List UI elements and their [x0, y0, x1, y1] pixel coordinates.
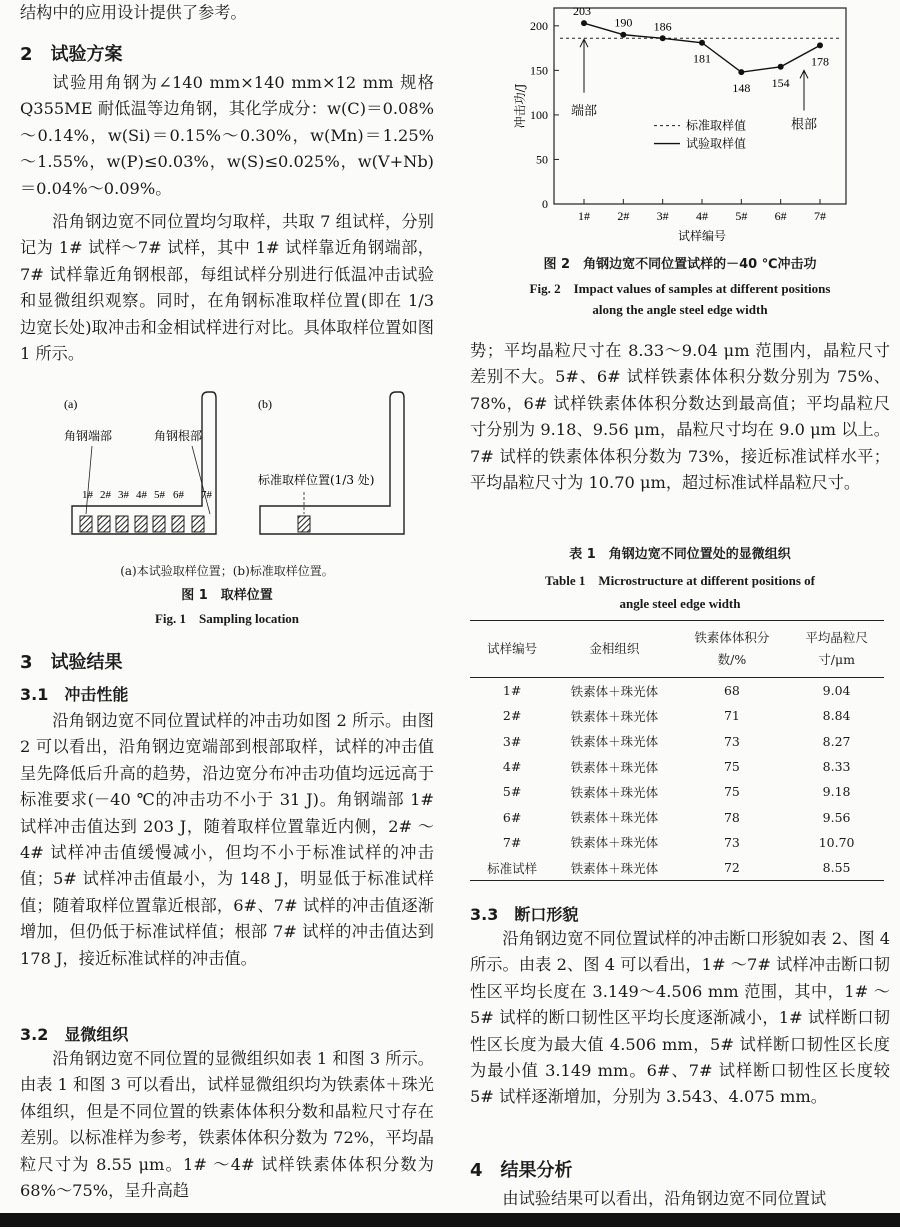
data-point: [778, 64, 784, 70]
root-label: 角钢根部: [154, 429, 203, 443]
table-cell: 68: [723, 683, 740, 699]
y-tick-label: 150: [530, 63, 548, 78]
data-label: 186: [653, 19, 672, 34]
data-label: 178: [811, 54, 829, 69]
table-header: 试样编号: [487, 641, 538, 656]
x-tick-label: 1#: [578, 209, 590, 223]
end-leader-line: [86, 446, 92, 514]
table-cell: 8.33: [822, 759, 851, 775]
table-1-caption-en-1: Table 1 Microstructure at different positions of: [545, 573, 815, 588]
table-header: 铁素体体积分数/%: [694, 630, 770, 667]
table-cell: 1#: [502, 683, 522, 699]
sample-block: [98, 516, 110, 532]
sample-block: [172, 516, 184, 532]
root-leader-line: [192, 446, 210, 514]
table-cell: 73: [723, 834, 740, 850]
sample-label: 1#: [82, 489, 93, 501]
data-label: 203: [573, 4, 591, 19]
paragraph-intro-end: 结构中的应用设计提供了参考。: [20, 3, 247, 22]
x-tick-label: 2#: [617, 209, 630, 223]
table-row: [470, 779, 884, 804]
end-label: 角钢端部: [64, 429, 113, 443]
table-row: [470, 855, 884, 881]
sample-label: 3#: [118, 489, 129, 501]
figure-2-chart: [510, 0, 870, 248]
figure-1-caption-cn: 图 1 取样位置: [181, 588, 273, 603]
table-row: [470, 678, 884, 704]
data-label: 181: [693, 51, 711, 66]
table-cell: 标准试样: [487, 860, 538, 876]
figure-2-caption-en-1: Fig. 2 Impact values of samples at different positions: [529, 281, 831, 296]
x-tick-label: 4#: [696, 209, 708, 223]
x-axis-label: 试样编号: [677, 229, 727, 243]
table-cell: 铁素体＋珠光体: [570, 683, 659, 699]
section-3-3-heading: 3.3 断口形貌: [470, 905, 579, 924]
table-cell: 铁素体＋珠光体: [570, 835, 659, 851]
data-point: [699, 40, 705, 46]
table-cell: 铁素体＋珠光体: [570, 810, 659, 826]
figure-1-subcaption: (a)本试验取样位置；(b)标准取样位置。: [120, 564, 334, 578]
section-3-heading: 3 试验结果: [20, 652, 123, 673]
table-cell: 75: [723, 784, 740, 800]
table-cell: 铁素体＋珠光体: [570, 708, 659, 724]
section-3-2-heading: 3.2 显微组织: [20, 1025, 129, 1044]
table-cell: 9.04: [822, 683, 851, 699]
table-row: [470, 830, 884, 855]
table-row: [470, 804, 884, 829]
legend-std-label: 标准取样值: [686, 118, 747, 133]
table-row: [470, 703, 884, 728]
table-header: 金相组织: [589, 641, 640, 656]
table-1-caption-en-2: angle steel edge width: [619, 596, 741, 611]
y-tick-label: 50: [536, 152, 548, 167]
figure-2-caption-en-2: along the angle steel edge width: [592, 302, 768, 317]
data-point: [738, 69, 744, 75]
figure-1-diagram: [60, 388, 410, 558]
x-tick-label: 3#: [656, 209, 669, 223]
paragraph-fracture: 沿角钢边宽不同位置试样的冲击断口形貌如表 2、图 4 所示。由表 2、图 4 可以看出，1# ～7# 试样冲击断口韧性区平均长度在 3.149～4.506 mm 范围，其中，1# ～5# 试样的断口韧性区平均长度逐渐减小，1# 试样断口韧性区长度为最大值 4.506 mm，5# 试样断口韧性区长度为最小值 3.149 mm。6#、7# 试样断口韧性区长度较 5# 试样逐渐增加，分别为 3.543、4.075 mm。: [470, 929, 890, 1107]
table-cell: 铁素体＋珠光体: [570, 734, 659, 750]
standard-sample-block: [298, 516, 310, 532]
paragraph-microstructure-cont: 势；平均晶粒尺寸在 8.33～9.04 μm 范围内，晶粒尺寸差别不大。5#、6# 试样铁素体体积分数分别为 75%、78%，6# 试样铁素体体积分数达到最高值；平均晶粒尺寸分别为 9.18、9.56 μm，晶粒尺寸均在 9.0 μm 以上。7# 试样的铁素体体积分数为 73%，接近标准试样水平；平均晶粒尺寸为 10.70 μm，超过标准试样晶粒尺寸。: [470, 341, 890, 493]
y-tick-label: 0: [542, 197, 548, 211]
table-1: [470, 620, 884, 881]
table-cell: 8.84: [822, 708, 851, 724]
table-cell: 铁素体＋珠光体: [570, 759, 659, 775]
table-cell: 8.55: [822, 860, 851, 876]
sample-label: 2#: [100, 489, 111, 501]
plot-frame: [554, 8, 846, 204]
table-1-caption-cn: 表 1 角钢边宽不同位置处的显微组织: [569, 547, 791, 562]
end-annotation: 端部: [570, 103, 598, 119]
table-cell: 9.56: [822, 809, 851, 825]
data-label: 154: [771, 75, 790, 90]
table-cell: 75: [723, 759, 740, 775]
sample-label: 4#: [136, 489, 147, 501]
paragraph-sampling: 沿角钢边宽不同位置均匀取样，共取 7 组试样，分别记为 1# 试样～7# 试样，其中 1# 试样靠近角钢端部，7# 试样靠近角钢根部，每组试样分别进行低温冲击试验和显微组织观察。同时，在角钢标准取样位置(即在 1/3 边宽长处)取冲击和金相试样进行对比。具体取样位置如图 1 所示。: [20, 212, 434, 364]
sample-label: 7#: [201, 489, 212, 501]
table-header: 平均晶粒尺寸/μm: [805, 630, 868, 667]
table-cell: 5#: [502, 784, 522, 800]
table-cell: 72: [723, 860, 740, 876]
x-tick-label: 5#: [735, 209, 748, 223]
data-point: [660, 35, 666, 41]
figure-2-caption-cn: 图 2 角钢边宽不同位置试样的－40 ℃冲击功: [543, 257, 817, 272]
table-cell: 71: [723, 708, 740, 724]
table-cell: 3#: [502, 733, 522, 749]
fig1-label-a: (a): [64, 397, 78, 411]
paragraph-material: 试验用角钢为∠140 mm×140 mm×12 mm 规格 Q355ME 耐低温等边角钢，其化学成分：w(C)＝0.08%～0.14%，w(Si)＝0.15%～0.30%，w(Mn)＝1.25%～1.55%，w(P)≤0.03%，w(S)≤0.025%，w(V+Nb)＝0.04%～0.09%。: [20, 73, 434, 198]
figure-1-caption-en: Fig. 1 Sampling location: [154, 611, 300, 626]
sample-number-labels: [82, 489, 213, 501]
table-cell: 9.18: [822, 784, 851, 800]
sample-label: 6#: [173, 489, 184, 501]
root-annotation: 根部: [790, 117, 818, 133]
sample-block: [192, 516, 204, 532]
sample-label: 5#: [154, 489, 165, 501]
paragraph-analysis: 由试验结果可以看出，沿角钢边宽不同位置试: [502, 1189, 827, 1208]
legend-test-label: 试验取样值: [686, 136, 747, 151]
page-bottom-bar: [0, 1213, 900, 1227]
table-cell: 8.27: [822, 733, 851, 749]
fig1-label-b: (b): [258, 397, 272, 411]
table-cell: 10.70: [818, 834, 855, 850]
data-point: [817, 42, 823, 48]
data-point: [581, 20, 587, 26]
sample-block: [80, 516, 92, 532]
sample-blocks: [80, 516, 204, 532]
table-row: [470, 754, 884, 779]
table-cell: 2#: [502, 708, 522, 724]
table-row: [470, 729, 884, 754]
sample-block: [153, 516, 165, 532]
table-cell: 铁素体＋珠光体: [570, 784, 659, 800]
table-cell: 78: [723, 809, 740, 825]
table-header-row: [470, 621, 884, 678]
data-label: 148: [732, 81, 751, 96]
section-3-1-heading: 3.1 冲击性能: [20, 685, 129, 704]
section-2-heading: 2 试验方案: [20, 44, 123, 65]
y-tick-label: 200: [530, 18, 548, 33]
section-4-heading: 4 结果分析: [470, 1160, 573, 1181]
data-point: [620, 32, 626, 38]
standard-position-label: 标准取样位置(1/3 处): [258, 473, 375, 487]
sample-block: [116, 516, 128, 532]
x-tick-label: 6#: [774, 209, 787, 223]
table-cell: 7#: [502, 834, 522, 850]
angle-steel-b: [260, 392, 404, 534]
paragraph-impact: 沿角钢边宽不同位置试样的冲击功如图 2 所示。由图 2 可以看出，沿角钢边宽端部到根部取样，试样的冲击值呈先降低后升高的趋势，沿边宽分布冲击功值均远远高于标准要求(－40 ℃的冲击功不小于 31 J)。角钢端部 1# 试样冲击值达到 203 J，随着取样位置靠近内侧，2# ～4# 试样冲击值缓慢减小，但均不小于标准试样的冲击值；5# 试样冲击值最小，为 148 J，明显低于标准试样值；随着取样位置靠近根部，6#、7# 试样的冲击值逐渐增加，但仍低于标准试样值；根部 7# 试样的冲击值达到 178 J，接近标准试样的冲击值。: [20, 711, 434, 968]
y-tick-label: 100: [530, 107, 548, 122]
table-cell: 6#: [502, 809, 522, 825]
table-cell: 铁素体＋珠光体: [570, 860, 659, 876]
y-axis-label: 冲击功/J: [513, 83, 527, 129]
x-tick-label: 7#: [814, 209, 826, 223]
table-cell: 73: [723, 733, 740, 749]
angle-steel-a: [72, 392, 216, 534]
paragraph-microstructure: 沿角钢边宽不同位置的显微组织如表 1 和图 3 所示。由表 1 和图 3 可以看出，试样显微组织均为铁素体＋珠光体组织，但是不同位置的铁素体体积分数和晶粒尺寸存在差别。以标准样为参考，铁素体体积分数为 72%，平均晶粒尺寸为 8.55 μm。1# ～4# 试样铁素体体积分数为 68%～75%，呈升高趋: [20, 1049, 434, 1201]
sample-block: [135, 516, 147, 532]
table-cell: 4#: [502, 759, 522, 775]
data-label: 190: [614, 15, 633, 30]
